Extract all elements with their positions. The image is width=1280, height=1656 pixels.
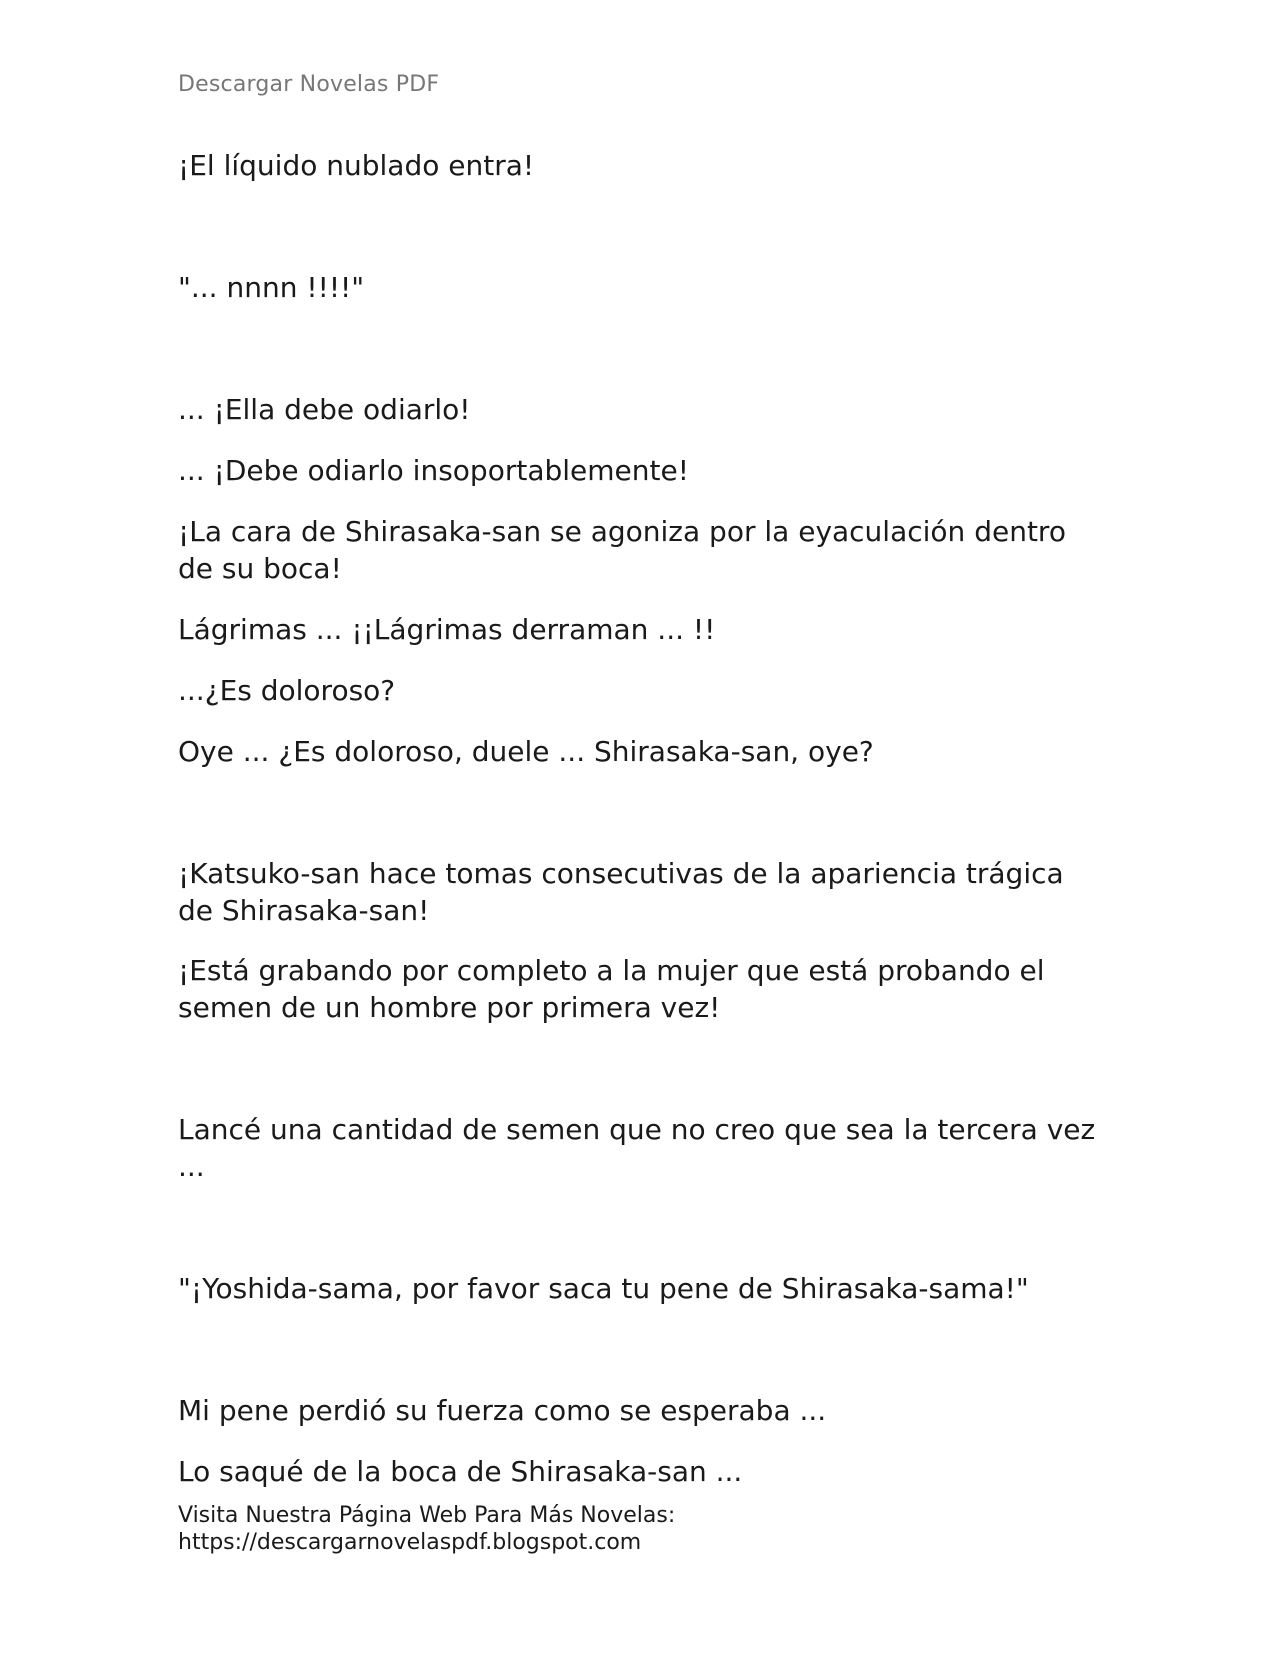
paragraph: Mi pene perdió su fuerza como se esperaba ... [178, 1394, 827, 1427]
paragraph: ¡La cara de Shirasaka-san se agoniza por la eyaculación dentro de su boca! [178, 515, 1066, 585]
paragraph: ¡Está grabando por completo a la mujer que está probando el semen de un hombre por primera vez! [178, 954, 1045, 1024]
paragraph: Lancé una cantidad de semen que no creo que sea la tercera vez ... [178, 1113, 1096, 1183]
paragraph: "¡Yoshida-sama, por favor saca tu pene de Shirasaka-sama!" [178, 1272, 1029, 1305]
page-footer [178, 1502, 675, 1556]
page-header: Descargar Novelas PDF [178, 72, 440, 97]
paragraph: Lo saqué de la boca de Shirasaka-san ... [178, 1455, 743, 1488]
paragraph: ... ¡Ella debe odiarlo! [178, 393, 471, 426]
paragraph: "... nnnn !!!!" [178, 271, 365, 304]
paragraph: ...¿Es doloroso? [178, 674, 396, 707]
paragraph: Lágrimas ... ¡¡Lágrimas derraman ... !! [178, 613, 716, 646]
paragraph: ¡Katsuko-san hace tomas consecutivas de la apariencia trágica de Shirasaka-san! [178, 857, 1064, 927]
footer-text: Visita Nuestra Página Web Para Más Novelas: [178, 1503, 676, 1528]
paragraph: ... ¡Debe odiarlo insoportablemente! [178, 454, 689, 487]
paragraph: Oye ... ¿Es doloroso, duele ... Shirasaka-san, oye? [178, 735, 874, 768]
paragraph: ¡El líquido nublado entra! [178, 149, 535, 182]
footer-link[interactable]: https://descargarnovelaspdf.blogspot.com [178, 1530, 642, 1555]
